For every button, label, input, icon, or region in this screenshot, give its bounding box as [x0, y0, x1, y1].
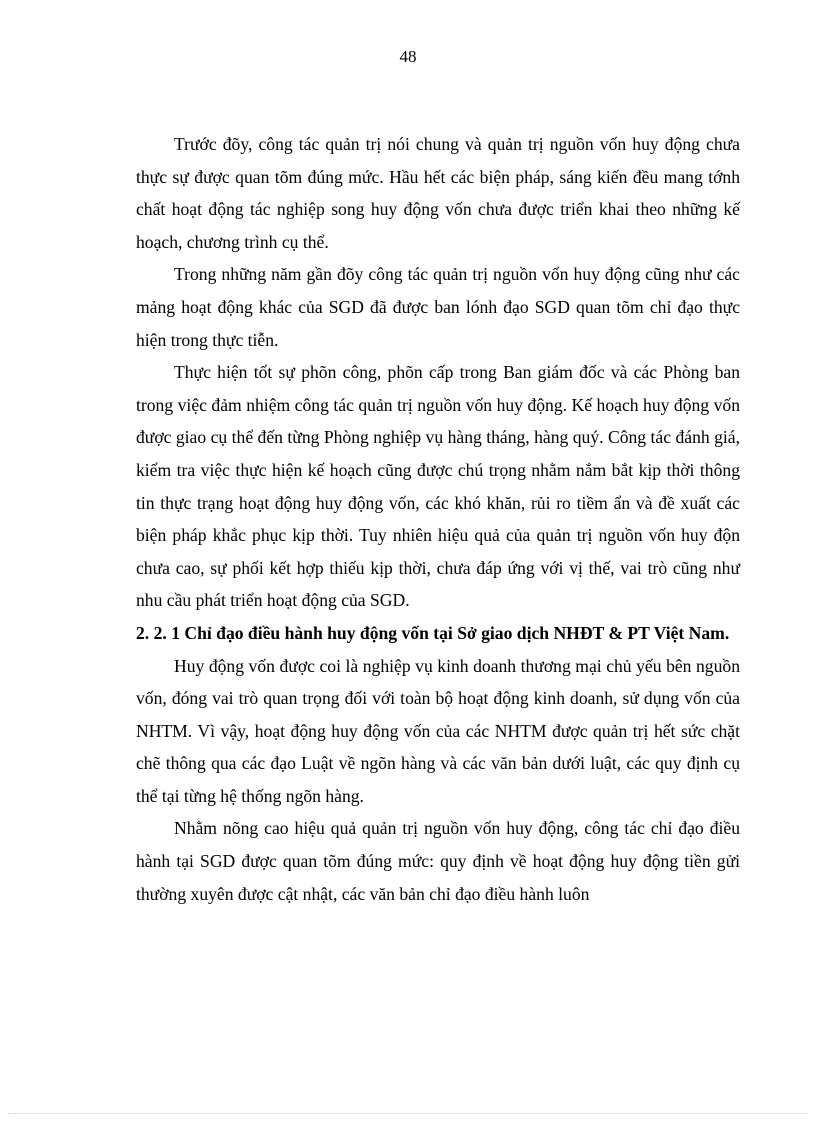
document-body	[136, 128, 740, 910]
paragraph: Trong những năm gần đõy công tác quản trị nguồn vốn huy động cũng như các mảng hoạt động khác của SGD đã được ban lónh đạo SGD quan tõm chỉ đạo thực hiện trong thực tiễn.	[136, 264, 740, 350]
page-number: 48	[399, 47, 417, 66]
paragraph: Thực hiện tốt sự phõn công, phõn cấp trong Ban giám đốc và các Phòng ban trong việc đảm nhiệm công tác quản trị nguồn vốn huy động. Kế hoạch huy động vốn được giao cụ thể đến từng Phòng nghiệp vụ hàng tháng, hàng quý. Công tác đánh giá, kiểm tra việc thực hiện kế hoạch cũng được chú trọng nhằm nắm bắt kịp thời thông tin thực trạng hoạt động huy động vốn, các khó khăn, rủi ro tiềm ẩn và đề xuất các biện pháp khắc phục kịp thời. Tuy nhiên hiệu quả của quản trị nguồn vốn huy độn chưa cao, sự phối kết hợp thiếu kịp thời, chưa đáp ứng với vị thế, vai trò cũng như nhu cầu phát triển hoạt động của SGD.	[136, 362, 740, 611]
section-heading: 2. 2. 1 Chỉ đạo điều hành huy động vốn tại Sở giao dịch NHĐT & PT Việt Nam.	[136, 622, 730, 643]
paragraph: Trước đõy, công tác quản trị nói chung và quản trị nguồn vốn huy động chưa thực sự được quan tõm đúng mức. Hầu hết các biện pháp, sáng kiến đều mang tớnh chất hoạt động tác nghiệp song huy động vốn chưa được triển khai theo những kế hoạch, chương trình cụ thể.	[136, 134, 740, 252]
page-bottom-divider	[8, 1113, 808, 1114]
paragraph: Huy động vốn được coi là nghiệp vụ kinh doanh thương mại chủ yếu bên nguồn vốn, đóng vai trò quan trọng đối với toàn bộ hoạt động kinh doanh, sử dụng vốn của NHTM. Vì vậy, hoạt động huy động vốn của các NHTM được quản trị hết sức chặt chẽ thông qua các đạo Luật về ngõn hàng và các văn bản dưới luật, các quy định cụ thể tại từng hệ thống ngõn hàng.	[136, 655, 740, 806]
paragraph: Nhằm nõng cao hiệu quả quản trị nguồn vốn huy động, công tác chỉ đạo điều hành tại SGD được quan tõm đúng mức: quy định về hoạt động huy động tiền gửi thường xuyên được cật nhật, các văn bản chỉ đạo điều hành luôn	[136, 818, 740, 904]
